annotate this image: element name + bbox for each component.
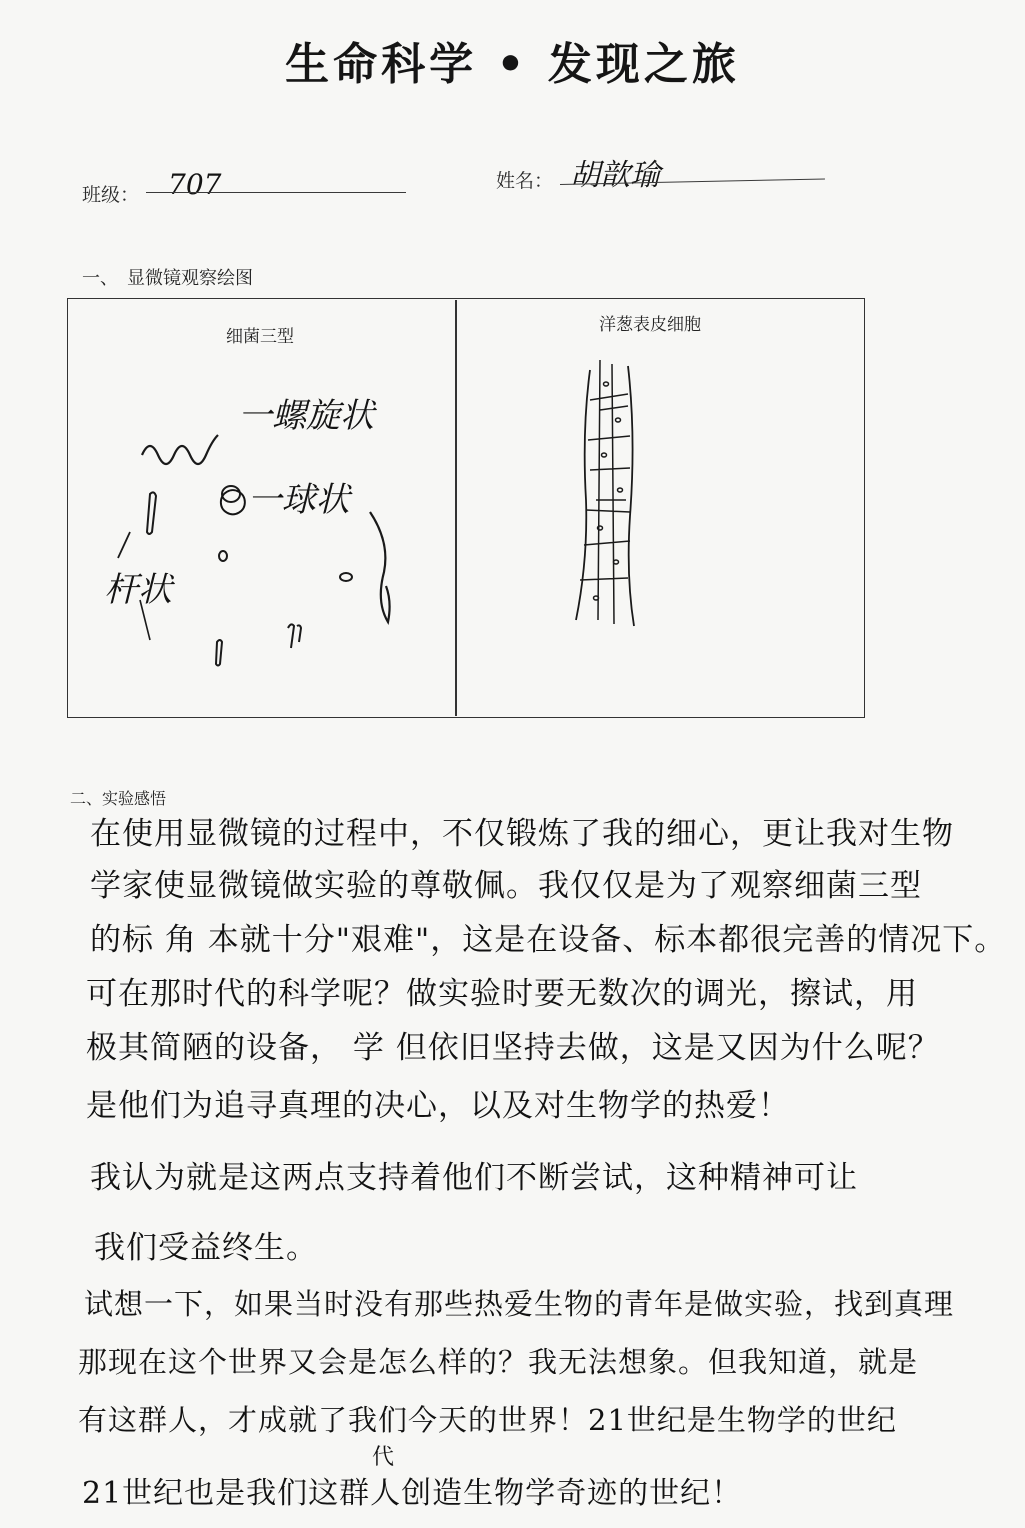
essay-line-1: 在使用显微镜的过程中，不仅锻炼了我的细心，更让我对生物 bbox=[90, 816, 954, 852]
right-panel-title: 洋葱表皮细胞 bbox=[599, 315, 701, 335]
essay-line-5: 极其简陋的设备， 学 但依旧坚持去做，这是又因为什么呢？ bbox=[86, 1030, 940, 1066]
essay-line-6: 是他们为追寻真理的决心，以及对生物学的热爱！ bbox=[86, 1088, 790, 1124]
onion-nucleus-7 bbox=[594, 596, 599, 600]
onion-nucleus-2 bbox=[616, 418, 621, 422]
onion-nucleus-5 bbox=[598, 526, 603, 530]
section2-heading: 二、实验感悟 bbox=[70, 789, 167, 808]
spiral-label: 一螺旋状 bbox=[238, 396, 374, 436]
essay-line-11: 有这群人，才成就了我们今天的世界！21世纪是生物学的世纪 bbox=[78, 1403, 897, 1437]
coccus-label: ○一球状 bbox=[218, 480, 350, 520]
insert-note: 代 bbox=[372, 1445, 395, 1470]
class-value: 707 bbox=[168, 168, 222, 201]
rod-label: 杆状 bbox=[104, 570, 172, 610]
essay-line-12: 21世纪也是我们这群人创造生物学奇迹的世纪！ bbox=[82, 1476, 743, 1511]
essay-line-4: 可在那时代的科学呢？做实验时要无数次的调光，擦试，用 bbox=[86, 976, 918, 1012]
onion-nucleus-4 bbox=[618, 488, 623, 492]
name-value: 胡歆瑜 bbox=[570, 158, 660, 193]
onion-nucleus-1 bbox=[604, 382, 609, 386]
onion-outline-left bbox=[576, 370, 590, 620]
essay-line-2: 学家使显微镜做实验的尊敬佩。我仅仅是为了观察细菌三型 bbox=[90, 868, 922, 904]
onion-nucleus-6 bbox=[614, 560, 619, 564]
essay-line-7: 我认为就是这两点支持着他们不断尝试，这种精神可让 bbox=[90, 1160, 858, 1196]
class-label: 班级： bbox=[82, 184, 140, 206]
section1-heading: 一、 显微镜观察绘图 bbox=[82, 268, 253, 289]
onion-outline-right bbox=[628, 366, 634, 626]
essay-line-8: 我们受益终生。 bbox=[94, 1230, 318, 1266]
essay-line-9: 试想一下，如果当时没有那些热爱生物的青年是做实验，找到真理 bbox=[84, 1287, 955, 1321]
left-panel-title: 细菌三型 bbox=[226, 327, 294, 347]
essay-line-3: 的标 角 本就十分"艰难"，这是在设备、标本都很完善的情况下。 bbox=[90, 922, 1007, 958]
onion-nucleus-3 bbox=[602, 453, 607, 457]
page-title: 生命科学 • 发现之旅 bbox=[285, 39, 740, 90]
name-label: 姓名： bbox=[496, 170, 554, 192]
essay-line-10: 那现在这个世界又会是怎么样的？我无法想象。但我知道，就是 bbox=[78, 1345, 919, 1379]
